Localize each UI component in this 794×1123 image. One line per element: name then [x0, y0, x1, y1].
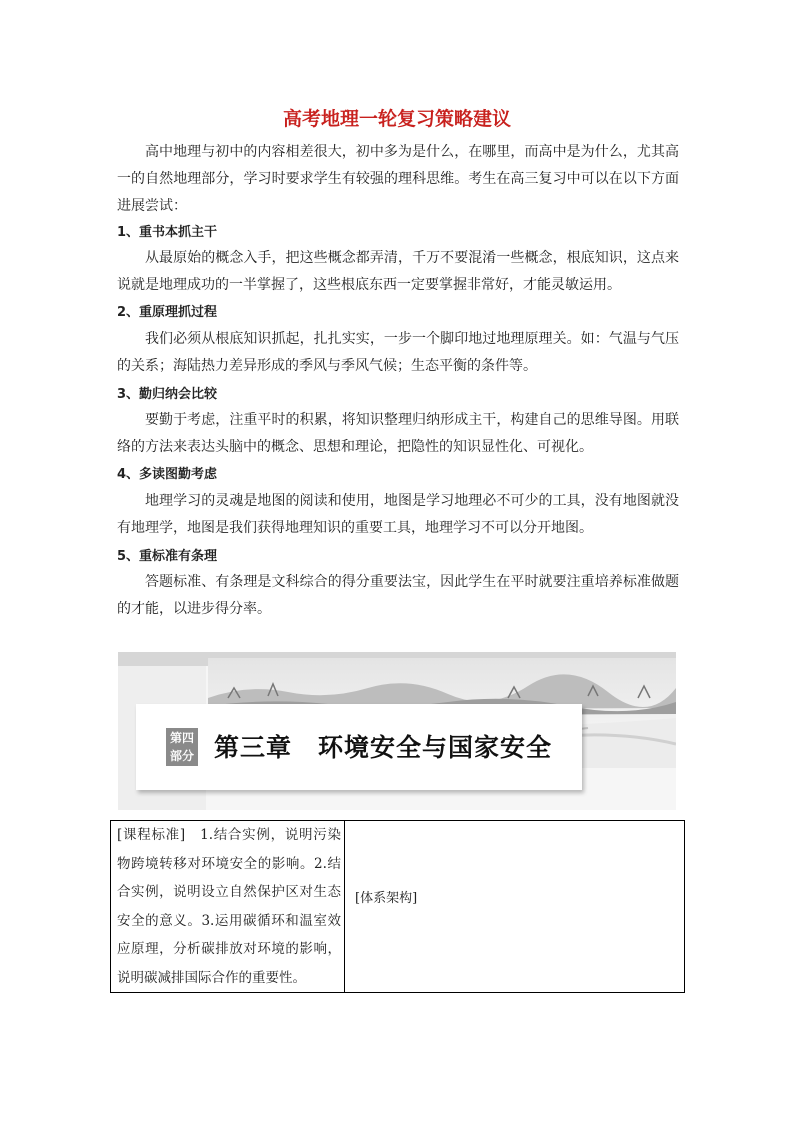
section-body-1: 从最原始的概念入手，把这些概念都弄清，千万不要混淆一些概念，根底知识，这点来说就是地理成功的一半掌握了，这些根底东西一定要掌握非常好，才能灵敏运用。 — [117, 250, 679, 293]
section-body-4: 地理学习的灵魂是地图的阅读和使用，地图是学习地理必不可少的工具，没有地图就没有地理学，地图是我们获得地理知识的重要工具，地理学习不可以分开地图。 — [117, 493, 679, 536]
section-body-3: 要勤于考虑，注重平时的积累，将知识整理归纳形成主干，构建自己的思维导图。用联络的方法来表达头脑中的概念、思想和理论，把隐性的知识显性化、可视化。 — [117, 412, 679, 455]
section-body-5: 答题标准、有条理是文科综合的得分重要法宝，因此学生在平时就要注重培养标准做题的才能，以进步得分率。 — [117, 574, 679, 617]
framework-cell — [345, 821, 685, 993]
section-heading-2: 2、重原理抓过程 — [117, 305, 218, 320]
intro-paragraph: 高中地理与初中的内容相差很大，初中多为是什么，在哪里，而高中是为什么，尤其高一的自然地理部分，学习时要求学生有较强的理科思维。考生在高三复习中可以在以下方面进展尝试： — [117, 144, 679, 214]
section-heading-1: 1、重书本抓主干 — [117, 225, 218, 240]
curriculum-standard-text: [课程标准] 1.结合实例，说明污染物跨境转移对环境安全的影响。2.结合实例，说明设立自然保护区对生态安全的意义。3.运用碳循环和温室效应原理，分析碳排放对环境的影响，说明碳减排国际合作的重要性。 — [117, 827, 341, 986]
framework-label: [体系架构] — [355, 891, 418, 906]
section-heading-4: 4、多读图勤考虑 — [117, 467, 218, 482]
curriculum-table — [110, 820, 685, 993]
section-body-2: 我们必须从根底知识抓起，扎扎实实，一步一个脚印地过地理原理关。如：气温与气压的关系；海陆热力差异形成的季风与季风气候；生态平衡的条件等。 — [117, 331, 679, 374]
part-label-line1: 第四 — [169, 731, 194, 745]
part-label-line2: 部分 — [169, 749, 194, 763]
page-title: 高考地理一轮复习策略建议 — [282, 108, 511, 130]
section-heading-3: 3、勤归纳会比较 — [117, 387, 218, 402]
section-heading-5: 5、重标准有条理 — [117, 549, 218, 564]
chapter-banner — [118, 652, 676, 810]
part-badge — [166, 728, 198, 766]
curriculum-standard-cell — [111, 821, 345, 993]
chapter-title: 第三章 环境安全与国家安全 — [214, 733, 553, 762]
